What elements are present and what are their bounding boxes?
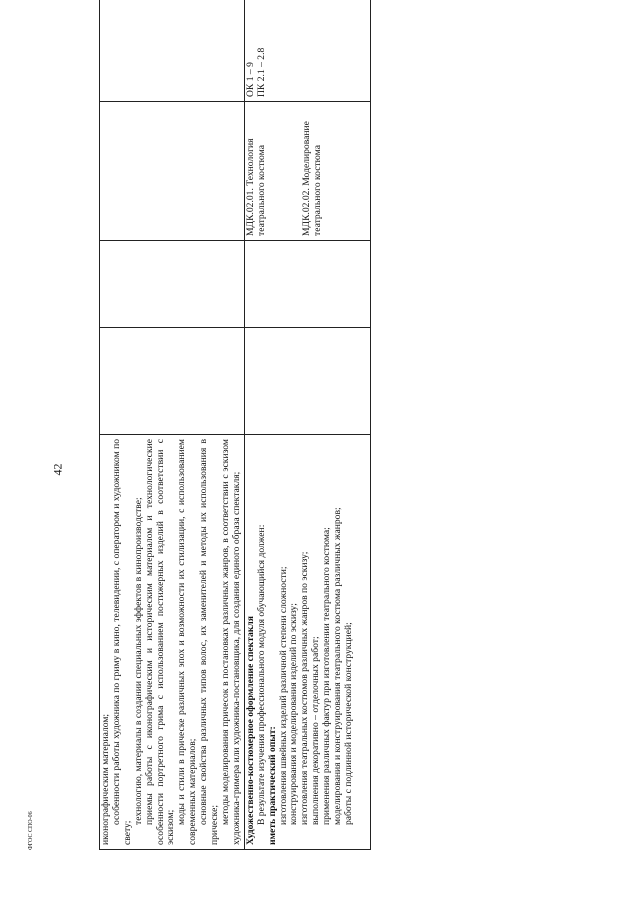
text-line: изготовления театральных костюмов различных жанров по эскизу;: [299, 551, 311, 825]
text-line: выполнения декоративно – отделочных работ;: [310, 636, 322, 825]
table-cell-empty: [100, 328, 245, 435]
text-line: применения различных фактур при изготовлении театрального костюма;: [321, 527, 333, 825]
text-line: работы с подлинной исторической конструкцией;: [342, 622, 354, 825]
footer-code: ФГОС СПО-06: [28, 811, 34, 850]
text-line: конструирования и моделирования изделий по эскизу;: [288, 603, 300, 825]
table-cell-empty: [100, 0, 245, 102]
curriculum-table: [99, 0, 371, 850]
text-line: технологию, материалы в создании специальных эффектов в кинопроизводстве;: [132, 497, 144, 825]
table-cell-empty: [244, 328, 370, 435]
module-title: Художественно-костюмерное оформление спектакля: [244, 616, 256, 845]
table-row: [100, 0, 245, 850]
mdk-item: МДК.02.01. Технология театрального костюма: [244, 138, 267, 236]
table-cell-mdk: [244, 102, 370, 241]
text-line: особенности работы художника по гриму в кино, телевидении, с оператором и художником по свету;: [110, 439, 133, 845]
rotated-table-wrapper: [99, 38, 371, 850]
text-line: моделирования и конструирования театрального костюма различных жанров;: [332, 507, 344, 825]
text-line: методы моделирования причесок в постановках различных жанров, в соответствии с эскизом художника-гримера или художника-постановщика, для создания единого образа спектакля;: [219, 439, 242, 845]
mdk-item: МДК.02.02. Моделирование театрального костюма: [300, 121, 323, 236]
text-line: приемы работы с иконографическим и историческим материалом и технологические особенности портретного грима с использованием постижерных изделий в соответствии с эскизом;: [143, 439, 177, 845]
table-cell-empty: [100, 102, 245, 241]
competency-ok: ОК 1 – 9: [244, 62, 256, 97]
table-cell-content: [100, 435, 245, 850]
text-line: иметь практический опыт:: [266, 726, 278, 845]
text-line: изготовления швейных изделий различной степени сложности;: [277, 566, 289, 825]
spacer: [268, 106, 302, 236]
table-cell-content: [244, 435, 370, 850]
table-cell-empty: [100, 241, 245, 328]
table-cell-competencies: [244, 0, 370, 102]
text-line: иконографическим материалом;: [100, 713, 111, 845]
table-cell-empty: [244, 241, 370, 328]
table-row: [244, 0, 370, 850]
text-line: моды и стили в прическе различных эпох и возможности их стилизации, с использованием современных материалов;: [176, 439, 199, 845]
competency-pk: ПК 2.1 – 2.8: [255, 47, 267, 97]
text-line: В результате изучения профессионального модуля обучающийся должен:: [255, 524, 267, 825]
text-line: основные свойства различных типов волос, их заменителей и методы их использования в прическе;: [198, 439, 221, 845]
page-number: 42: [50, 463, 65, 476]
